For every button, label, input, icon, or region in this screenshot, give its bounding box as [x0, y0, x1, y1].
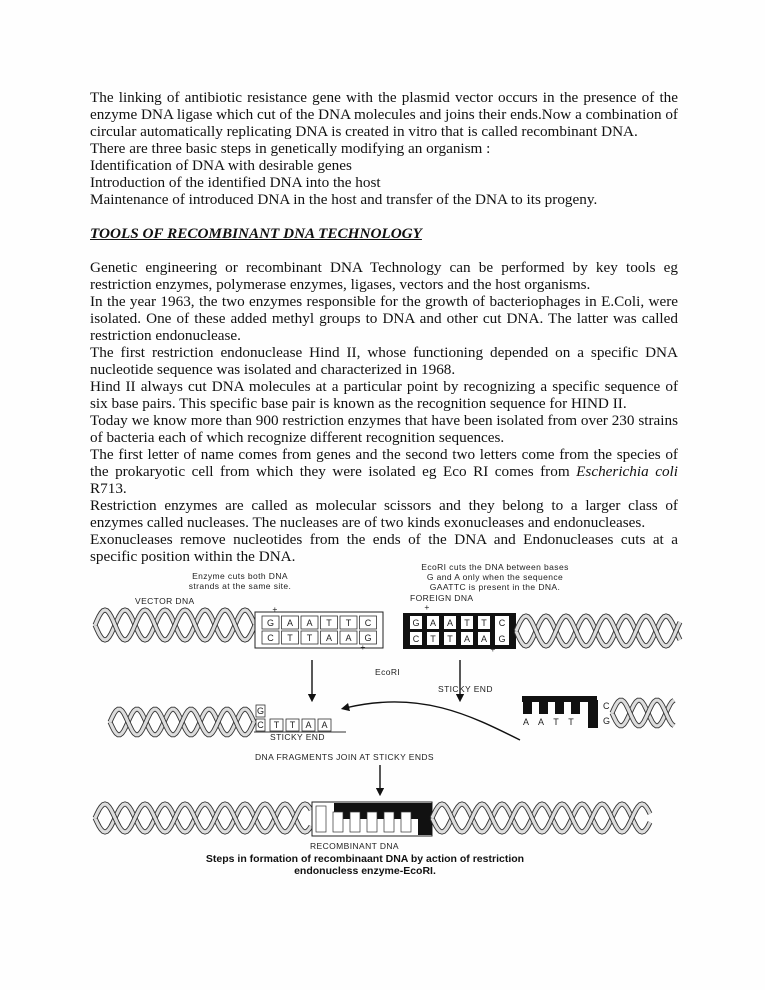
cut-mark: + — [490, 644, 496, 654]
base-letter: G — [498, 634, 506, 644]
naming-text: The first letter of name comes from genes and the second two letters come from the species of the prokaryotic cell from which they were isolated eg Eco RI comes from — [90, 446, 678, 480]
note-right-line: GAATTC is present in the DNA. — [429, 582, 561, 592]
foreign-helix — [516, 616, 680, 646]
foreign-dna-label: FOREIGN DNA — [410, 593, 474, 603]
ecori-label: EcoRI — [375, 667, 401, 677]
recombinant-left-helix — [95, 804, 311, 832]
recognition-paragraph: Hind II always cut DNA molecules at a particular point by recognizing a specific sequence of six base pairs. This specific base pair is known as the recognition sequence for HIND II. — [90, 378, 678, 412]
base-letter: A — [286, 618, 294, 628]
base-letter: A — [321, 720, 328, 730]
sticky-end-label: STICKY END — [270, 732, 325, 742]
cut-vector-helix — [110, 709, 254, 735]
vector-dna-label: VECTOR DNA — [135, 596, 195, 606]
base-letter: G — [266, 618, 275, 628]
curved-arrow — [345, 702, 520, 740]
left-sticky-end — [254, 705, 346, 732]
join-label: DNA FRAGMENTS JOIN AT STICKY ENDS — [255, 752, 434, 762]
step-item: Maintenance of introduced DNA in the host and transfer of the DNA to its progeny. — [90, 191, 598, 208]
base-letter: C — [257, 720, 264, 730]
recombinant-segment — [312, 802, 432, 836]
base-letter: C — [267, 633, 274, 643]
base-letter: G — [412, 618, 420, 628]
base-letter: A — [306, 618, 313, 628]
base-letter: A — [446, 618, 454, 628]
base-letter: A — [537, 717, 545, 727]
cut-mark: + — [272, 604, 278, 614]
document-page — [90, 89, 678, 565]
species-name: Escherichia coli — [576, 463, 678, 480]
steps-intro: There are three basic steps in genetically modifying an organism : — [90, 140, 491, 157]
base-letter: T — [481, 618, 487, 628]
diagram-caption-line: Steps in formation of recombinaant DNA by action of restriction — [205, 853, 525, 865]
diagram-caption-line: endonucless enzyme-EcoRI. — [294, 865, 436, 877]
hind-ii-paragraph: The first restriction endonuclease Hind II, whose functioning depended on a specific DNA nucleotide sequence was isolated and characterized in 1968. — [90, 344, 678, 378]
base-letter: G — [256, 706, 265, 716]
base-letter: T — [447, 634, 453, 644]
base-letter: C — [364, 618, 372, 628]
step-item: Introduction of the identified DNA into the host — [90, 174, 381, 191]
base-letter: A — [305, 720, 312, 730]
base-letter: T — [306, 633, 313, 643]
base-letter: A — [429, 618, 437, 628]
base-letter: A — [325, 633, 333, 643]
base-block — [523, 700, 532, 714]
ecori-diagram — [90, 560, 710, 880]
note-right-line: G and A only when the sequence — [426, 572, 564, 582]
history-paragraph: In the year 1963, the two enzymes responsible for the growth of bacteriophages in E.Coli, were isolated. One of these added methyl groups to DNA and other cut DNA. The latter was called restriction endonuclease. — [90, 293, 678, 344]
step-item: Identification of DNA with desirable genes — [90, 157, 352, 174]
base-letter: G — [364, 633, 372, 643]
base-letter: T — [553, 717, 559, 727]
section-heading: TOOLS OF RECOMBINANT DNA TECHNOLOGY — [90, 225, 422, 242]
base-letter: T — [464, 618, 470, 628]
base-pair — [367, 812, 377, 832]
recombinant-right-helix — [432, 804, 650, 832]
note-right-line: EcoRI cuts the DNA between bases — [421, 562, 569, 572]
note-left-line: Enzyme cuts both DNA — [192, 571, 288, 581]
foreign-segment — [334, 803, 432, 819]
base-pair — [333, 812, 343, 832]
cut-foreign-helix — [612, 700, 674, 726]
end-block — [588, 700, 598, 728]
exo-endo-paragraph: Exonucleases remove nucleotides from the ends of the DNA and Endonucleases cuts at a specific position within the DNA. — [90, 531, 678, 565]
base-letter: C — [498, 618, 506, 628]
base-pair — [316, 806, 326, 832]
tools-paragraph: Genetic engineering or recombinant DNA Technology can be performed by key tools eg restriction enzymes, polymerase enzymes, ligases, vectors and the host organisms. — [90, 259, 678, 293]
base-block — [571, 700, 580, 714]
base-pair — [350, 812, 360, 832]
base-pair — [401, 812, 411, 832]
base-letter: A — [345, 633, 352, 643]
base-letter: A — [522, 717, 530, 727]
note-left-line: strands at the same site. — [188, 581, 292, 591]
naming-suffix: R713. — [90, 480, 127, 497]
enzyme-count-paragraph: Today we know more than 900 restriction enzymes that have been isolated from over 230 strains of bacteria each of which recognize different recognition sequences. — [90, 412, 678, 446]
base-pair — [384, 812, 394, 832]
diagram-canvas — [90, 560, 710, 880]
cut-mark: + — [360, 642, 366, 652]
right-sticky-end — [522, 696, 610, 728]
nucleases-paragraph: Restriction enzymes are called as molecular scissors and they belong to a larger class of enzymes called nucleases. The nucleases are of two kinds exonucleases and endonucleases. — [90, 497, 678, 531]
sticky-end-label: STICKY END — [438, 684, 493, 694]
base-letter: C — [412, 634, 420, 644]
foreign-sequence-box — [403, 613, 516, 649]
recombinant-label: RECOMBINANT DNA — [310, 841, 399, 851]
base-letter: T — [326, 618, 332, 628]
base-letter: T — [273, 720, 280, 730]
base-letter: T — [568, 717, 574, 727]
base-letter: T — [289, 720, 296, 730]
cut-mark: + — [424, 602, 430, 612]
base-block — [555, 700, 564, 714]
base-letter: C — [603, 701, 610, 711]
vector-helix — [95, 610, 255, 640]
base-letter: G — [603, 716, 611, 726]
base-letter: T — [287, 633, 293, 643]
intro-paragraph: The linking of antibiotic resistance gene with the plasmid vector occurs in the presence of the enzyme DNA ligase which cut of the DNA molecules and joins their ends.Now a combination of circular automatically replicating DNA is created in vitro that is called recombinant DNA. — [90, 89, 678, 140]
base-letter: A — [480, 634, 488, 644]
base-letter: T — [345, 618, 352, 628]
base-block — [539, 700, 548, 714]
base-letter: T — [430, 634, 436, 644]
naming-paragraph — [90, 446, 678, 497]
base-letter: A — [463, 634, 471, 644]
